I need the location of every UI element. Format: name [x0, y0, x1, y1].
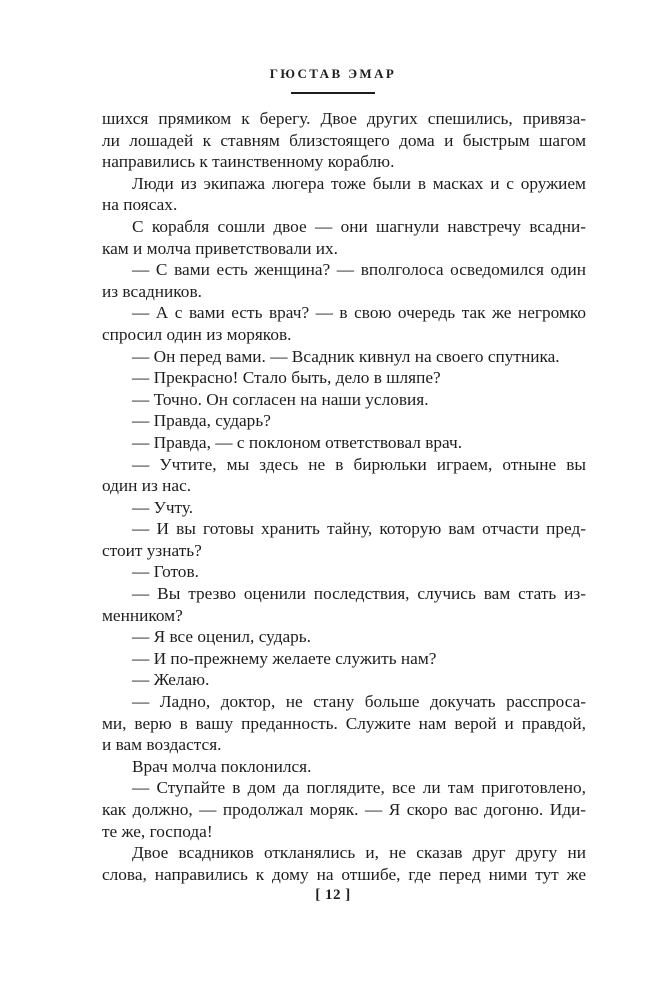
text-line: — И по-прежнему желаете служить нам? — [132, 648, 437, 668]
text-line: С корабля сошли двое — они шагнули навстречу всадни- — [132, 216, 586, 236]
text-line: слова, направились к дому на отшибе, где перед ними тут же — [102, 864, 586, 884]
text-line: — Готов. — [132, 562, 199, 582]
text-line: — А с вами есть врач? — в свою очередь так же негромко — [132, 303, 586, 323]
text-line: — Желаю. — [132, 670, 210, 690]
text-line: ли лошадей к ставням близстоящего дома и быстрым шагом — [102, 130, 586, 150]
body-text — [102, 108, 586, 885]
text-line: — Вы трезво оценили последствия, случись вам стать из- — [132, 584, 586, 604]
text-line: направились к таинственному кораблю. — [102, 152, 395, 172]
text-line: кам и молча приветствовали их. — [102, 238, 338, 258]
text-line: Люди из экипажа люгера тоже были в масках и с оружием — [132, 173, 586, 193]
text-line: стоит узнать? — [102, 540, 202, 560]
text-line: — Прекрасно! Стало быть, дело в шляпе? — [132, 368, 441, 388]
text-line: — Ладно, доктор, не стану больше докучать расспроса- — [132, 692, 586, 712]
text-line: — Я все оценил, сударь. — [132, 627, 311, 647]
text-line: шихся прямиком к берегу. Двое других спешились, привяза- — [102, 109, 586, 128]
text-line: Двое всадников откланялись и, не сказав друг другу ни — [132, 843, 586, 863]
running-head: ГЮСТАВ ЭМАР — [269, 66, 397, 81]
text-line: из всадников. — [102, 281, 202, 301]
text-line: и вам воздастся. — [102, 735, 222, 755]
text-line: — С вами есть женщина? — вполголоса осведомился один — [132, 260, 586, 280]
text-line: Врач молча поклонился. — [132, 756, 312, 776]
text-line: — Точно. Он согласен на наши условия. — [132, 389, 429, 409]
text-line: спросил один из моряков. — [102, 324, 292, 344]
text-line: — Ступайте в дом да поглядите, все ли там приготовлено, — [132, 778, 586, 798]
text-line: на поясах. — [102, 195, 178, 215]
header-rule — [291, 92, 375, 94]
text-line: — Учту. — [132, 497, 194, 517]
text-line: те же, господа! — [102, 821, 213, 841]
text-line: — И вы готовы хранить тайну, которую вам отчасти пред- — [132, 519, 586, 539]
text-line: — Правда, сударь? — [132, 411, 271, 431]
text-line: — Учтите, мы здесь не в бирюльки играем, отныне вы — [132, 454, 586, 474]
text-line: один из нас. — [102, 476, 192, 496]
text-line: как должно, — продолжал моряк. — Я скоро вас догоню. Иди- — [102, 800, 586, 819]
text-line: — Правда, — с поклоном ответствовал врач. — [132, 432, 463, 452]
text-line: ми, верю в вашу преданность. Служите нам верой и правдой, — [102, 713, 586, 733]
text-line: — Он перед вами. — Всадник кивнул на своего спутника. — [132, 346, 560, 366]
page-number: [ 12 ] — [315, 887, 351, 903]
text-line: менником? — [102, 605, 183, 625]
